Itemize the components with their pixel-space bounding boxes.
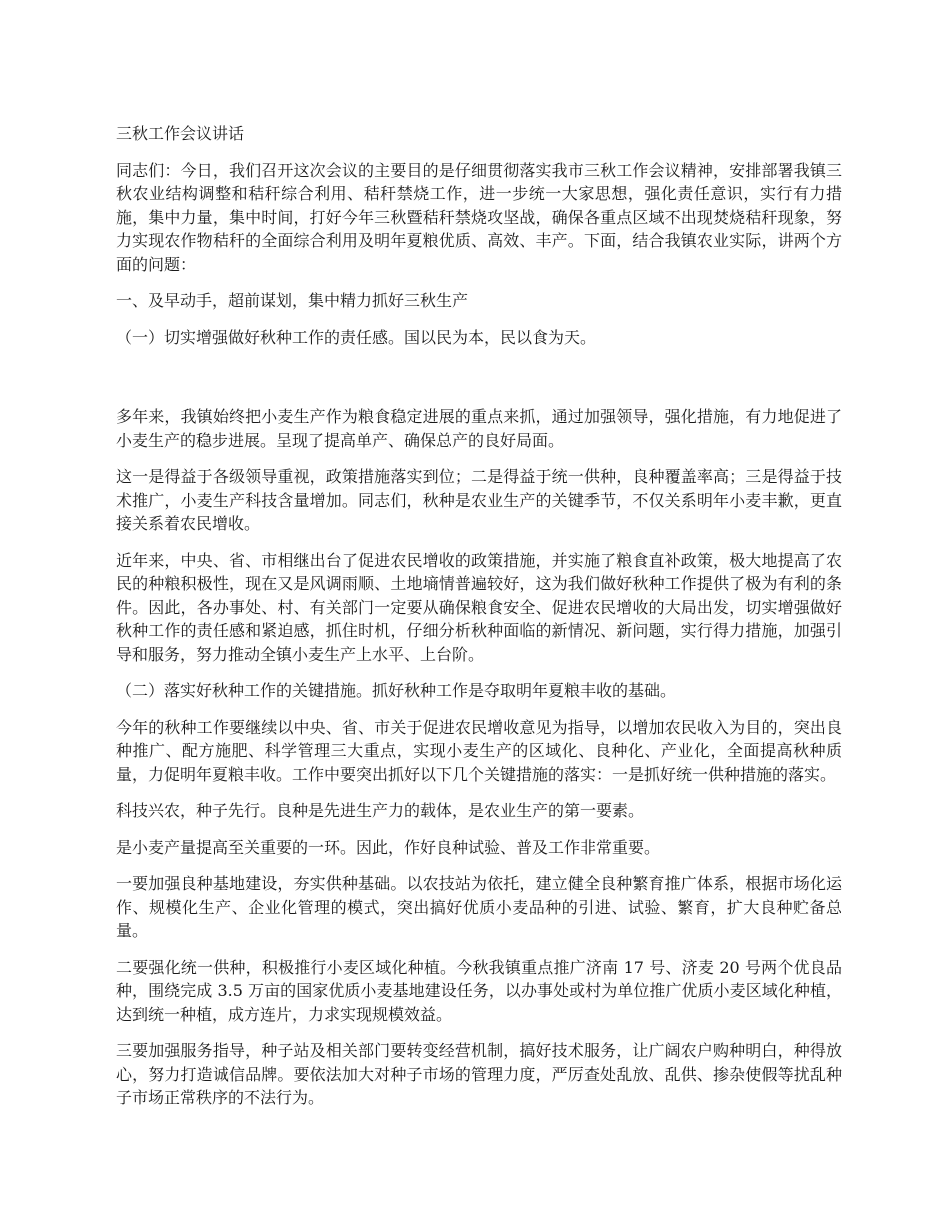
paragraph: 近年来，中央、省、市相继出台了促进农民增收的政策措施，并实施了粮食直补政策，极大地提高了农民的种粮积极性，现在又是风调雨顺、土地墒情普遍较好，这为我们做好秋种工作提供了极为有利的条件。因此，各办事处、村、有关部门一定要从确保粮食安全、促进农民增收的大局出发，切实增强做好秋种工作的责任感和紧迫感，抓住时机，仔细分析秋种面临的新情况、新问题，实行得力措施，加强引导和服务，努力推动全镇小麦生产上水平、上台阶。: [116, 550, 842, 664]
paragraph: 多年来，我镇始终把小麦生产作为粮食稳定进展的重点来抓，通过加强领导，强化措施，有力地促进了小麦生产的稳步进展。呈现了提高单产、确保总产的良好局面。: [116, 407, 842, 450]
paragraph: 这一是得益于各级领导重视，政策措施落实到位；二是得益于统一供种，良种覆盖率高；三是得益于技术推广，小麦生产科技含量增加。同志们，秋种是农业生产的关键季节，不仅关系明年小麦丰歉，更直接关系着农民增收。: [116, 467, 842, 533]
paragraph: 三要加强服务指导，种子站及相关部门要转变经营机制，搞好技术服务，让广阔农户购种明白，种得放心，努力打造诚信品牌。要依法加大对种子市场的管理力度，严厉查处乱放、乱供、掺杂使假等扰乱种子市场正常秩序的不法行为。: [116, 1041, 842, 1107]
paragraph: 科技兴农，种子先行。良种是先进生产力的载体，是农业生产的第一要素。: [116, 801, 645, 820]
document-page: [116, 122, 842, 1123]
paragraph: 一要加强良种基地建设，夯实供种基础。以农技站为依托，建立健全良种繁育推广体系，根据市场化运作、规模化生产、企业化管理的模式，突出搞好优质小麦品种的引进、试验、繁育，扩大良种贮备总量。: [116, 874, 842, 940]
paragraph: 是小麦产量提高至关重要的一环。因此，作好良种试验、普及工作非常重要。: [116, 837, 661, 857]
subsection-heading-1: （一）切实增强做好秋种工作的责任感。国以民为本，民以食为天。: [116, 327, 597, 347]
subsection-heading-2: （二）落实好秋种工作的关键措施。抓好秋种工作是夺取明年夏粮丰收的基础。: [116, 681, 677, 700]
paragraph: 今年的秋种工作要继续以中央、省、市关于促进农民增收意见为指导，以增加农民收入为目的，突出良种推广、配方施肥、科学管理三大重点，实现小麦生产的区域化、良种化、产业化，全面提高秋种质量，力促明年夏粮丰收。工作中要突出抓好以下几个关键措施的落实：一是抓好统一供种措施的落实。: [116, 717, 842, 784]
paragraph-intro: 同志们：今日，我们召开这次会议的主要目的是仔细贯彻落实我市三秋工作会议精神，安排部署我镇三秋农业结构调整和秸秆综合利用、秸秆禁烧工作，进一步统一大家思想，强化责任意识，实行有力措施，集中力量，集中时间，打好今年三秋暨秸秆禁烧攻坚战，确保各重点区域不出现焚烧秸秆现象，努力实现农作物秸秆的全面综合利用及明年夏粮优质、高效、丰产。下面，结合我镇农业实际，讲两个方面的问题：: [116, 160, 842, 274]
section-heading-1: 一、及早动手，超前谋划，集中精力抓好三秋生产: [116, 291, 469, 310]
paragraph: 二要强化统一供种，积极推行小麦区域化种植。今秋我镇重点推广济南 17 号、济麦 20 号两个优良品种，围绕完成 3.5 万亩的国家优质小麦基地建设任务，以办事处或村为单位推广优质小麦区域化种植，达到统一种植，成方连片，力求实现规模效益。: [116, 957, 842, 1024]
document-title: 三秋工作会议讲话: [116, 124, 245, 143]
